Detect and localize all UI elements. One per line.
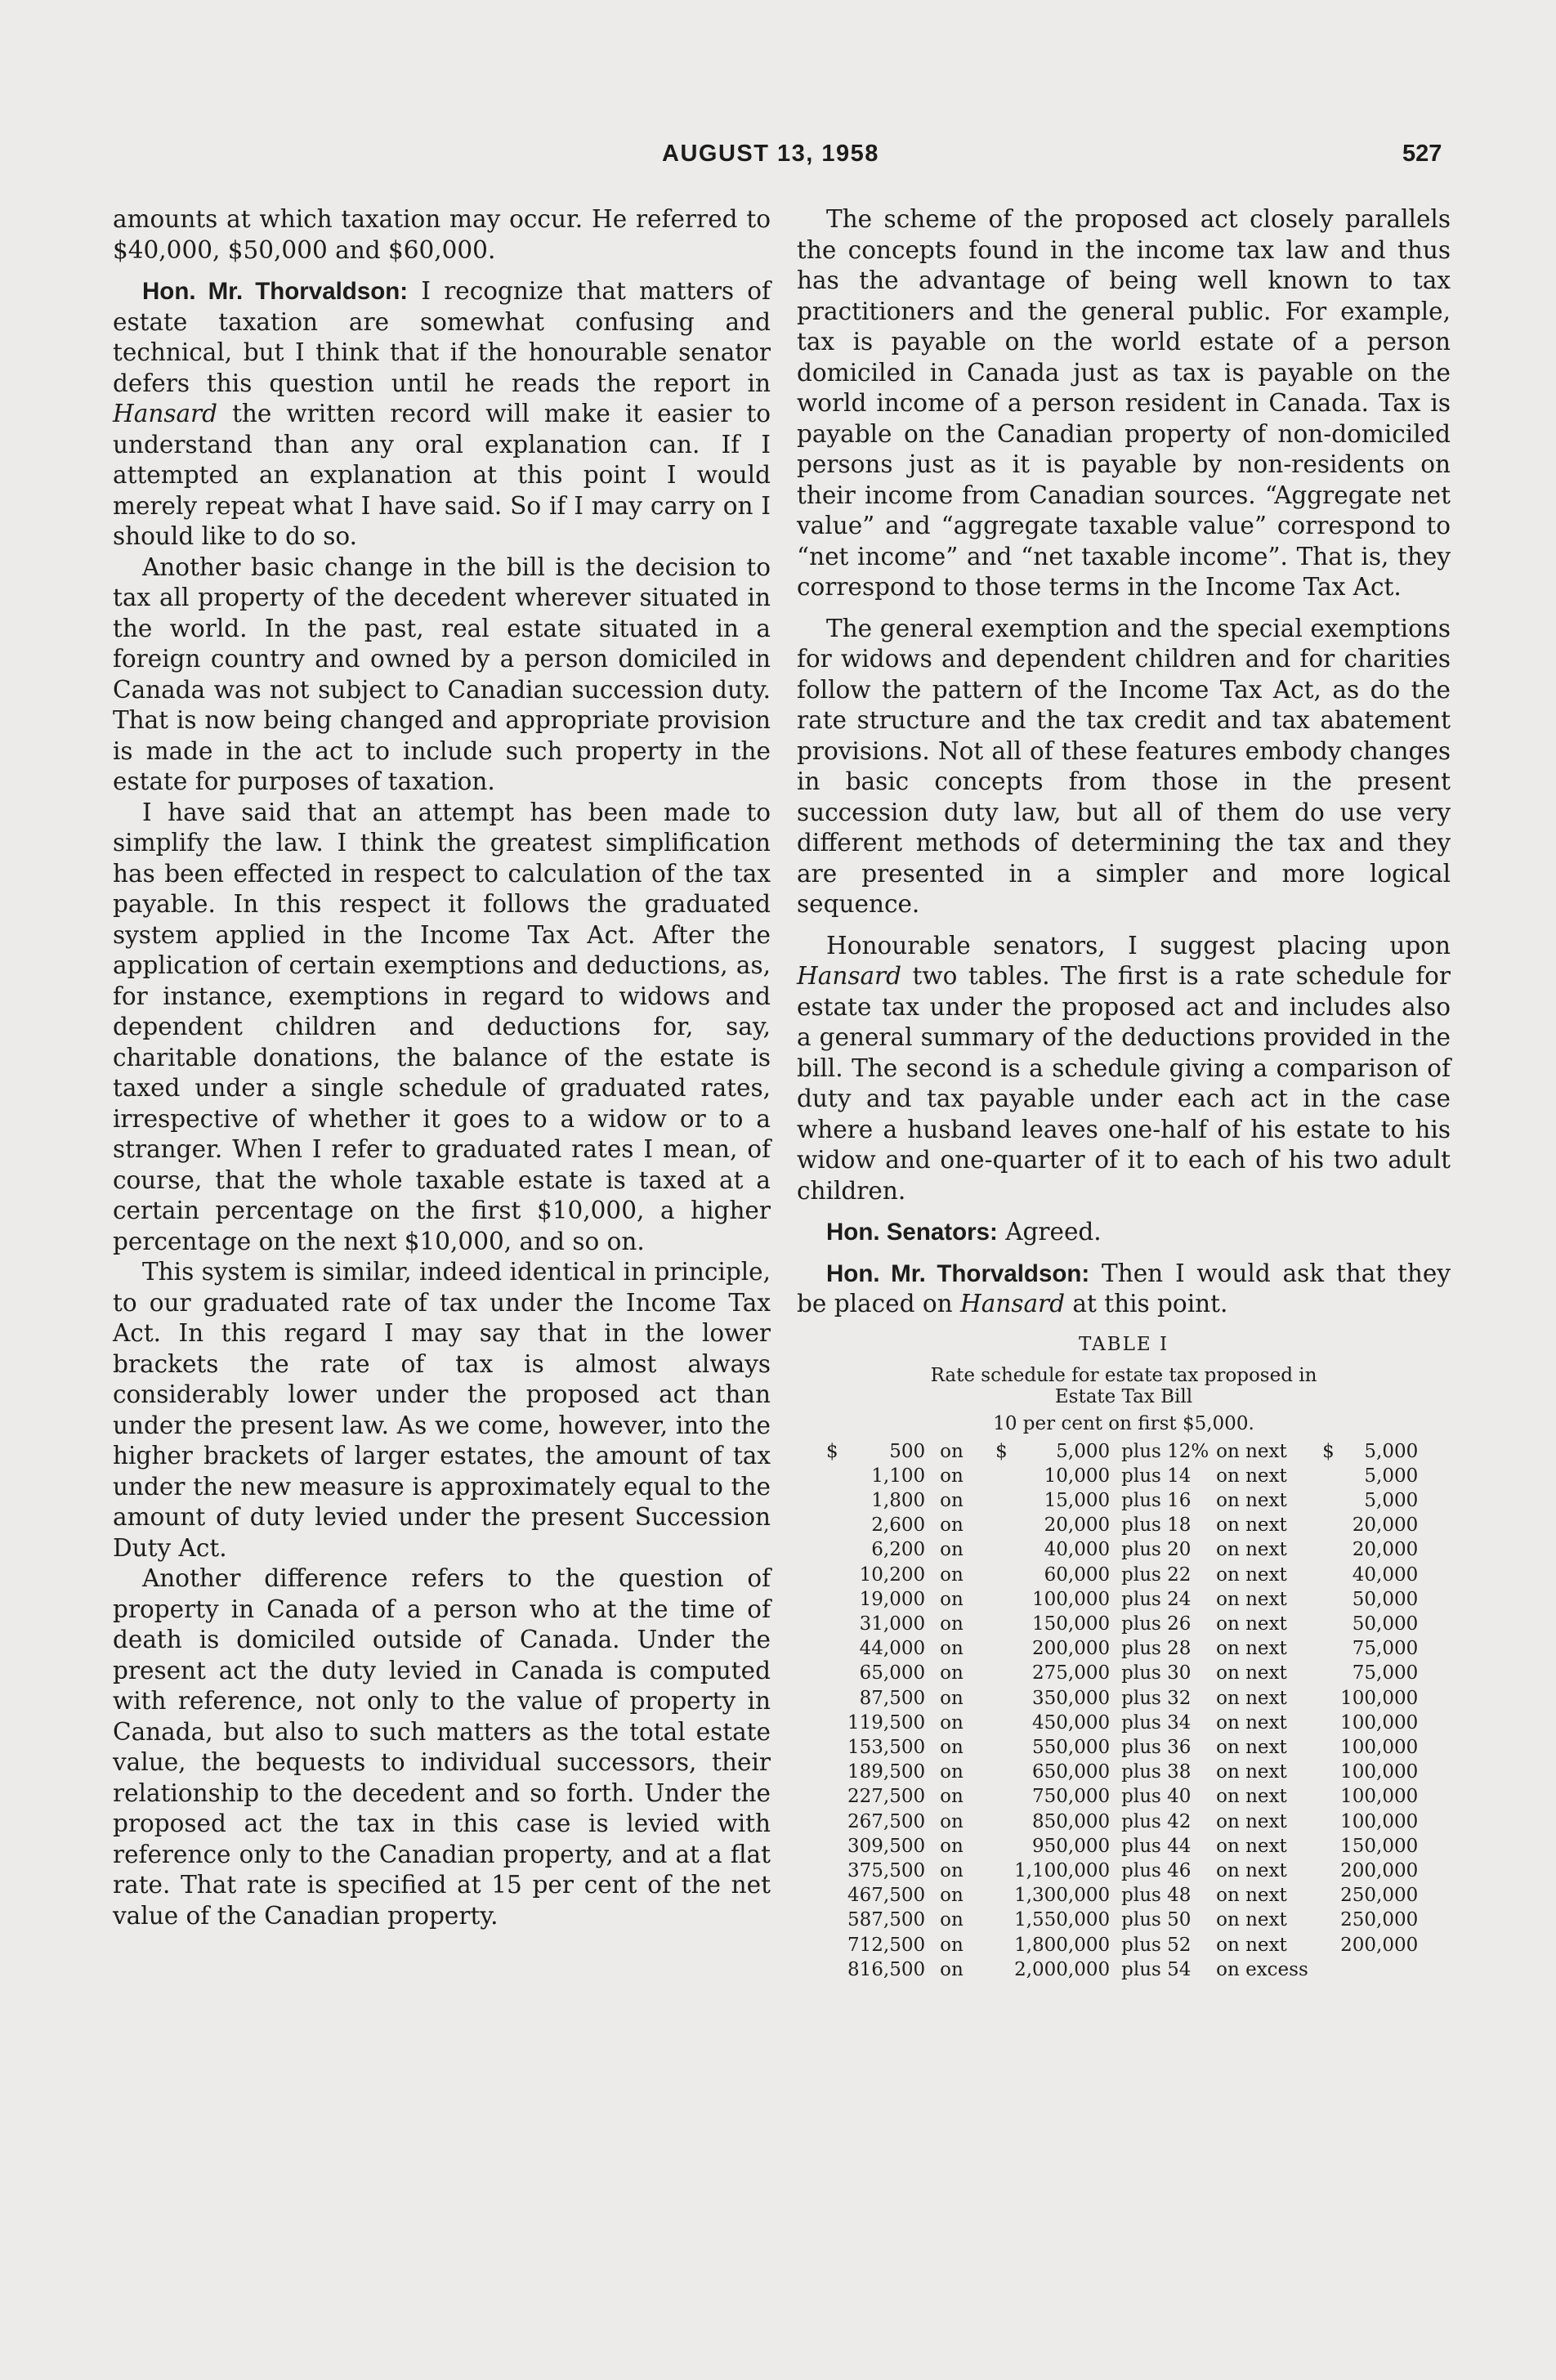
cell-rate: plus 34: [1121, 1711, 1192, 1734]
dollar-sign: [1322, 1686, 1340, 1711]
dollar-sign: [995, 1760, 1010, 1784]
cell-tax-amount: 6,200: [871, 1539, 926, 1561]
cell-rate: plus 30: [1121, 1662, 1192, 1684]
cell-threshold: 950,000: [1032, 1835, 1111, 1857]
dollar-sign: [1322, 1636, 1340, 1661]
cell-threshold: 10,000: [1044, 1465, 1111, 1487]
dollar-sign: [826, 1513, 847, 1537]
dollar-sign: [826, 1834, 847, 1859]
table-row: [826, 1612, 1418, 1636]
cell-rate: plus 50: [1121, 1909, 1192, 1931]
cell-tax-amount: 189,500: [847, 1761, 926, 1783]
dollar-sign: [826, 1735, 847, 1760]
paragraph: The scheme of the proposed act closely parallels the concepts found in the income tax law and thus has the advantage of being well known to tax practitioners and the general public. For example, tax is payable on the world estate of a person domiciled in Canada just as tax is payable on the world income of a person resident in Canada. Tax is payable on the Canadian property of non-domiciled persons just as it is payable by non-residents on their income from Canadian sources. “Aggregate net value” and “aggregate taxable value” correspond to “net income” and “net taxable income”. That is, they correspond to those terms in the Income Tax Act.: [797, 205, 1451, 601]
paragraph-text: Agreed.: [997, 1218, 1102, 1246]
rate-schedule-table-block: [797, 1333, 1451, 1982]
cell-tax-amount: 87,500: [859, 1687, 926, 1709]
cell-tax-amount: 65,000: [859, 1662, 926, 1684]
cell-band: [1340, 1957, 1418, 1982]
cell-tax-amount: 309,500: [847, 1835, 926, 1857]
cell-on-next: on next: [1216, 1934, 1287, 1956]
dollar-sign: $: [1322, 1440, 1335, 1462]
cell-threshold: 40,000: [1044, 1539, 1111, 1561]
rate-schedule-table: [826, 1439, 1418, 1982]
table-row: [826, 1810, 1418, 1834]
cell-on: on: [940, 1564, 964, 1586]
hansard-reference: Hansard: [113, 400, 218, 427]
dollar-sign: [1322, 1711, 1340, 1735]
dollar-sign: [1322, 1859, 1340, 1883]
cell-band: 100,000: [1340, 1761, 1419, 1783]
cell-on-next: on next: [1216, 1859, 1287, 1881]
cell-threshold: 450,000: [1032, 1711, 1111, 1734]
cell-on: on: [940, 1539, 964, 1561]
dollar-sign: [995, 1612, 1010, 1636]
dollar-sign: [826, 1908, 847, 1932]
cell-on: on: [940, 1687, 964, 1709]
cell-rate: plus 52: [1121, 1934, 1192, 1956]
cell-tax-amount: 119,500: [847, 1711, 926, 1734]
table-row: [826, 1784, 1418, 1809]
cell-threshold: 550,000: [1032, 1736, 1111, 1758]
dollar-sign: [826, 1883, 847, 1908]
dollar-sign: [826, 1464, 847, 1488]
cell-rate: plus 18: [1121, 1514, 1192, 1537]
cell-on: on: [940, 1761, 964, 1783]
dollar-sign: [826, 1587, 847, 1612]
dollar-sign: [995, 1513, 1010, 1537]
dollar-sign: [1322, 1612, 1340, 1636]
left-column: [113, 204, 771, 1931]
table-row: [826, 1908, 1418, 1932]
table-row: [826, 1661, 1418, 1685]
cell-on-next: on next: [1216, 1786, 1287, 1808]
cell-band: 75,000: [1352, 1662, 1419, 1684]
cell-on-next: on next: [1216, 1465, 1287, 1487]
cell-on: on: [940, 1588, 964, 1610]
running-header-date: AUGUST 13, 1958: [662, 141, 879, 167]
paragraph: I have said that an attempt has been made to simplify the law. I think the greatest simplification has been effected in respect to calculation of the tax payable. In this respect it follows the graduated system applied in the Income Tax Act. After the application of certain exemptions and deductions, as, for instance, exemptions in regard to widows and dependent children and deductions for, say, charitable donations, the balance of the estate is taxed under a single schedule of graduated rates, irrespective of whether it goes to a widow or to a stranger. When I refer to graduated rates I mean, of course, that the whole taxable estate is taxed at a certain percentage on the first $10,000, a higher percentage on the next $10,000, and so on.: [113, 798, 771, 1255]
paragraph: The general exemption and the special exemptions for widows and dependent children and for charities follow the pattern of the Income Tax Act, as do the rate structure and the tax credit and tax abatement provisions. Not all of these features embody changes in basic concepts from those in the present succession duty law, but all of them do use very different methods of determining the tax and they are presented in a simpler and more logical sequence.: [797, 614, 1451, 918]
cell-on-next: on next: [1216, 1514, 1287, 1537]
dollar-sign: [1322, 1488, 1340, 1513]
table-row: [826, 1464, 1418, 1488]
dollar-sign: [995, 1834, 1010, 1859]
cell-on: on: [940, 1810, 964, 1832]
cell-on-next: on next: [1216, 1711, 1287, 1734]
dollar-sign: [995, 1563, 1010, 1587]
cell-band: 5,000: [1364, 1489, 1419, 1511]
dollar-sign: [826, 1488, 847, 1513]
cell-band: 100,000: [1340, 1711, 1419, 1734]
speaker-name: Hon. Mr. Thorvaldson:: [826, 1259, 1090, 1287]
cell-on: on: [940, 1736, 964, 1758]
cell-on: on: [940, 1909, 964, 1931]
dollar-sign: [826, 1859, 847, 1883]
table-row: [826, 1711, 1418, 1735]
cell-on-next: on next: [1216, 1613, 1287, 1635]
table-row: [826, 1735, 1418, 1760]
cell-on: on: [940, 1514, 964, 1537]
table-first-bracket: 10 per cent on first $5,000.: [993, 1412, 1254, 1434]
cell-band: 150,000: [1340, 1835, 1419, 1857]
dollar-sign: [826, 1933, 847, 1957]
cell-on-next: on next: [1216, 1638, 1287, 1660]
cell-band: 200,000: [1340, 1859, 1419, 1881]
table-row: [826, 1439, 1418, 1464]
cell-on: on: [940, 1440, 964, 1462]
cell-threshold: 100,000: [1032, 1588, 1111, 1610]
cell-threshold: 200,000: [1032, 1638, 1111, 1660]
dollar-sign: [1322, 1563, 1340, 1587]
dollar-sign: [1322, 1587, 1340, 1612]
cell-rate: plus 24: [1121, 1588, 1192, 1610]
page-number: 527: [1402, 141, 1442, 167]
table-row: [826, 1760, 1418, 1784]
cell-on-next: on next: [1216, 1761, 1287, 1783]
dollar-sign: [995, 1488, 1010, 1513]
cell-threshold: 150,000: [1032, 1613, 1111, 1635]
cell-rate: plus 36: [1121, 1736, 1192, 1758]
cell-tax-amount: 31,000: [859, 1613, 926, 1635]
cell-rate: plus 14: [1121, 1465, 1192, 1487]
cell-band: 50,000: [1352, 1613, 1419, 1635]
cell-threshold: 650,000: [1032, 1761, 1111, 1783]
dollar-sign: [1322, 1464, 1340, 1488]
dollar-sign: [995, 1636, 1010, 1661]
table-row: [826, 1686, 1418, 1711]
dollar-sign: [826, 1636, 847, 1661]
dollar-sign: [1322, 1908, 1340, 1932]
paragraph: Another difference refers to the question of property in Canada of a person who at the time of death is domiciled outside of Canada. Under the present act the duty levied in Canada is computed with reference, not only to the value of property in Canada, but also to such matters as the total estate value, the bequests to individual successors, their relationship to the decedent and so forth. Under the proposed act the tax in this case is levied with reference only to the Canadian property, and at a flat rate. That rate is specified at 15 per cent of the net value of the Canadian property.: [113, 1564, 771, 1930]
dollar-sign: [1322, 1784, 1340, 1809]
cell-tax-amount: 587,500: [847, 1909, 926, 1931]
cell-tax-amount: 1,800: [871, 1489, 926, 1511]
paragraph: [797, 1259, 1451, 1320]
cell-tax-amount: 1,100: [871, 1465, 926, 1487]
cell-threshold: 850,000: [1032, 1810, 1111, 1832]
dollar-sign: $: [995, 1440, 1008, 1462]
cell-tax-amount: 227,500: [847, 1786, 926, 1808]
dollar-sign: [995, 1957, 1010, 1982]
dollar-sign: [826, 1661, 847, 1685]
dollar-sign: [995, 1661, 1010, 1685]
cell-threshold: 60,000: [1044, 1564, 1111, 1586]
cell-on: on: [940, 1786, 964, 1808]
cell-threshold: 1,800,000: [1014, 1934, 1111, 1956]
table-subtitle: [797, 1365, 1451, 1407]
paragraph-text: at this point.: [1065, 1290, 1228, 1318]
dollar-sign: [826, 1537, 847, 1562]
cell-on-next: on next: [1216, 1885, 1287, 1907]
cell-band: 250,000: [1340, 1909, 1419, 1931]
cell-on-next: on next: [1216, 1588, 1287, 1610]
cell-rate: plus 20: [1121, 1539, 1192, 1561]
cell-band: 100,000: [1340, 1786, 1419, 1808]
cell-on: on: [940, 1859, 964, 1881]
paragraph: This system is similar, indeed identical in principle, to our graduated rate of tax under the Income Tax Act. In this regard I may say that in the lower brackets the rate of tax is almost always considerably lower under the proposed act than under the present law. As we come, however, into the higher brackets of larger estates, the amount of tax under the new measure is approximately equal to the amount of duty levied under the present Succession Duty Act.: [113, 1258, 771, 1562]
dollar-sign: [1322, 1537, 1340, 1562]
paragraph: amounts at which taxation may occur. He referred to $40,000, $50,000 and $60,000.: [113, 205, 771, 264]
table-row: [826, 1587, 1418, 1612]
dollar-sign: [826, 1760, 847, 1784]
cell-threshold: 275,000: [1032, 1662, 1111, 1684]
table-row: [826, 1513, 1418, 1537]
dollar-sign: [1322, 1883, 1340, 1908]
dollar-sign: [826, 1810, 847, 1834]
cell-band: 250,000: [1340, 1885, 1419, 1907]
cell-tax-amount: 712,500: [847, 1934, 926, 1956]
cell-tax-amount: 153,500: [847, 1736, 926, 1758]
cell-tax-amount: 500: [889, 1440, 926, 1462]
dollar-sign: $: [826, 1440, 838, 1462]
cell-tax-amount: 44,000: [859, 1638, 926, 1660]
cell-on: on: [940, 1613, 964, 1635]
hansard-reference: Hansard: [797, 962, 902, 990]
cell-on: on: [940, 1465, 964, 1487]
speaker-name: Hon. Mr. Thorvaldson:: [142, 278, 409, 305]
cell-threshold: 1,100,000: [1014, 1859, 1111, 1881]
cell-on-next: on next: [1216, 1687, 1287, 1709]
cell-band: 20,000: [1352, 1539, 1419, 1561]
cell-on: on: [940, 1662, 964, 1684]
dollar-sign: [826, 1563, 847, 1587]
speaker-name: Hon. Senators:: [826, 1219, 998, 1246]
cell-rate: plus 26: [1121, 1613, 1192, 1635]
dollar-sign: [826, 1711, 847, 1735]
cell-on-next: on next: [1216, 1440, 1287, 1462]
table-subtitle-line: Rate schedule for estate tax proposed in: [930, 1364, 1317, 1386]
dollar-sign: [995, 1908, 1010, 1932]
cell-band: 20,000: [1352, 1514, 1419, 1537]
cell-rate: plus 22: [1121, 1564, 1192, 1586]
cell-band: 100,000: [1340, 1736, 1419, 1758]
dollar-sign: [1322, 1834, 1340, 1859]
dollar-sign: [1322, 1933, 1340, 1957]
table-row: [826, 1563, 1418, 1587]
cell-band: 40,000: [1352, 1564, 1419, 1586]
cell-rate: plus 40: [1121, 1786, 1192, 1808]
cell-threshold: 1,300,000: [1014, 1885, 1111, 1907]
dollar-sign: [826, 1686, 847, 1711]
hansard-reference: Hansard: [960, 1290, 1066, 1318]
paragraph: [797, 931, 1451, 1207]
dollar-sign: [826, 1957, 847, 1982]
dollar-sign: [995, 1711, 1010, 1735]
cell-on-next: on next: [1216, 1489, 1287, 1511]
dollar-sign: [1322, 1513, 1340, 1537]
cell-tax-amount: 375,500: [847, 1859, 926, 1881]
dollar-sign: [1322, 1735, 1340, 1760]
paragraph: [797, 1217, 1451, 1248]
cell-tax-amount: 2,600: [871, 1514, 926, 1537]
right-column: [797, 204, 1451, 1982]
dollar-sign: [995, 1883, 1010, 1908]
cell-threshold: 350,000: [1032, 1687, 1111, 1709]
cell-rate: plus 28: [1121, 1638, 1192, 1660]
cell-tax-amount: 10,200: [859, 1564, 926, 1586]
cell-band: 50,000: [1352, 1588, 1419, 1610]
cell-on-next: on next: [1216, 1736, 1287, 1758]
table-row: [826, 1859, 1418, 1883]
cell-rate: plus 32: [1121, 1687, 1192, 1709]
dollar-sign: [995, 1810, 1010, 1834]
cell-rate: plus 44: [1121, 1835, 1192, 1857]
cell-threshold: 5,000: [1056, 1440, 1111, 1462]
cell-rate: plus 12%: [1121, 1440, 1209, 1462]
dollar-sign: [995, 1537, 1010, 1562]
cell-on: on: [940, 1958, 964, 1980]
cell-threshold: 15,000: [1044, 1489, 1111, 1511]
cell-tax-amount: 467,500: [847, 1885, 926, 1907]
cell-band: 5,000: [1364, 1440, 1419, 1462]
dollar-sign: [995, 1933, 1010, 1957]
table-row: [826, 1636, 1418, 1661]
cell-tax-amount: 19,000: [859, 1588, 926, 1610]
dollar-sign: [995, 1784, 1010, 1809]
cell-rate: plus 42: [1121, 1810, 1192, 1832]
dollar-sign: [826, 1612, 847, 1636]
cell-on: on: [940, 1489, 964, 1511]
dollar-sign: [995, 1464, 1010, 1488]
dollar-sign: [1322, 1760, 1340, 1784]
table-row: [826, 1883, 1418, 1908]
cell-band: 100,000: [1340, 1810, 1419, 1832]
dollar-sign: [995, 1859, 1010, 1883]
cell-on-next: on next: [1216, 1564, 1287, 1586]
rate-schedule-body: [826, 1439, 1418, 1982]
paragraph-text: Then I would ask that they be placed on: [797, 1259, 1451, 1318]
dollar-sign: [826, 1784, 847, 1809]
paragraph: [113, 276, 771, 552]
dollar-sign: [995, 1686, 1010, 1711]
paragraph: Another basic change in the bill is the decision to tax all property of the decedent wherever situated in the world. In the past, real estate situated in a foreign country and owned by a person domiciled in Canada was not subject to Canadian succession duty. That is now being changed and appropriate provision is made in the act to include such property in the estate for purposes of taxation.: [113, 552, 771, 795]
cell-on-next: on next: [1216, 1909, 1287, 1931]
paragraph-text: Honourable senators, I suggest placing upon: [826, 931, 1451, 960]
cell-rate: plus 16: [1121, 1489, 1192, 1511]
paragraph-text: the written record will make it easier to understand than any oral explanation can. If I attempted an explanation at this point I would merely repeat what I have said. So if I may carry on I should like to do so.: [113, 400, 771, 550]
table-title: TABLE I: [1078, 1333, 1169, 1355]
cell-rate: plus 38: [1121, 1761, 1192, 1783]
paragraph-text: two tables. The first is a rate schedule for estate tax under the proposed act and includes also a general summary of the deductions provided in the bill. The second is a schedule giving a comparison of duty and tax payable under each act in the case where a husband leaves one-half of his estate to his widow and one-quarter of it to each of his two adult children.: [797, 962, 1451, 1205]
cell-on-next: on next: [1216, 1810, 1287, 1832]
table-row: [826, 1957, 1418, 1982]
cell-on-next: on next: [1216, 1539, 1287, 1561]
cell-rate: plus 48: [1121, 1885, 1192, 1907]
table-row: [826, 1537, 1418, 1562]
cell-band: 75,000: [1352, 1638, 1419, 1660]
cell-on: on: [940, 1885, 964, 1907]
table-row: [826, 1488, 1418, 1513]
cell-tax-amount: 816,500: [847, 1958, 926, 1980]
cell-tax-amount: 267,500: [847, 1810, 926, 1832]
cell-threshold: 1,550,000: [1014, 1909, 1111, 1931]
cell-threshold: 750,000: [1032, 1786, 1111, 1808]
cell-on: on: [940, 1835, 964, 1857]
table-row: [826, 1834, 1418, 1859]
table-subtitle-line: Estate Tax Bill: [1054, 1385, 1193, 1407]
dollar-sign: [995, 1587, 1010, 1612]
cell-on-next: on next: [1216, 1835, 1287, 1857]
cell-threshold: 2,000,000: [1014, 1958, 1111, 1980]
cell-band: 5,000: [1364, 1465, 1419, 1487]
cell-rate: plus 54: [1121, 1958, 1192, 1980]
dollar-sign: [1322, 1957, 1340, 1982]
cell-on: on: [940, 1711, 964, 1734]
cell-on: on: [940, 1638, 964, 1660]
cell-rate: plus 46: [1121, 1859, 1192, 1881]
table-row: [826, 1933, 1418, 1957]
cell-on-next: on excess: [1216, 1958, 1308, 1980]
paragraph-text: I recognize that matters of estate taxation are somewhat confusing and technical, but I think that if the honourable senator defers this question until he reads the report in: [113, 277, 771, 397]
cell-band: 200,000: [1340, 1934, 1419, 1956]
dollar-sign: [995, 1735, 1010, 1760]
cell-on: on: [940, 1934, 964, 1956]
cell-on-next: on next: [1216, 1662, 1287, 1684]
cell-band: 100,000: [1340, 1687, 1419, 1709]
cell-threshold: 20,000: [1044, 1514, 1111, 1537]
dollar-sign: [1322, 1810, 1340, 1834]
dollar-sign: [1322, 1661, 1340, 1685]
